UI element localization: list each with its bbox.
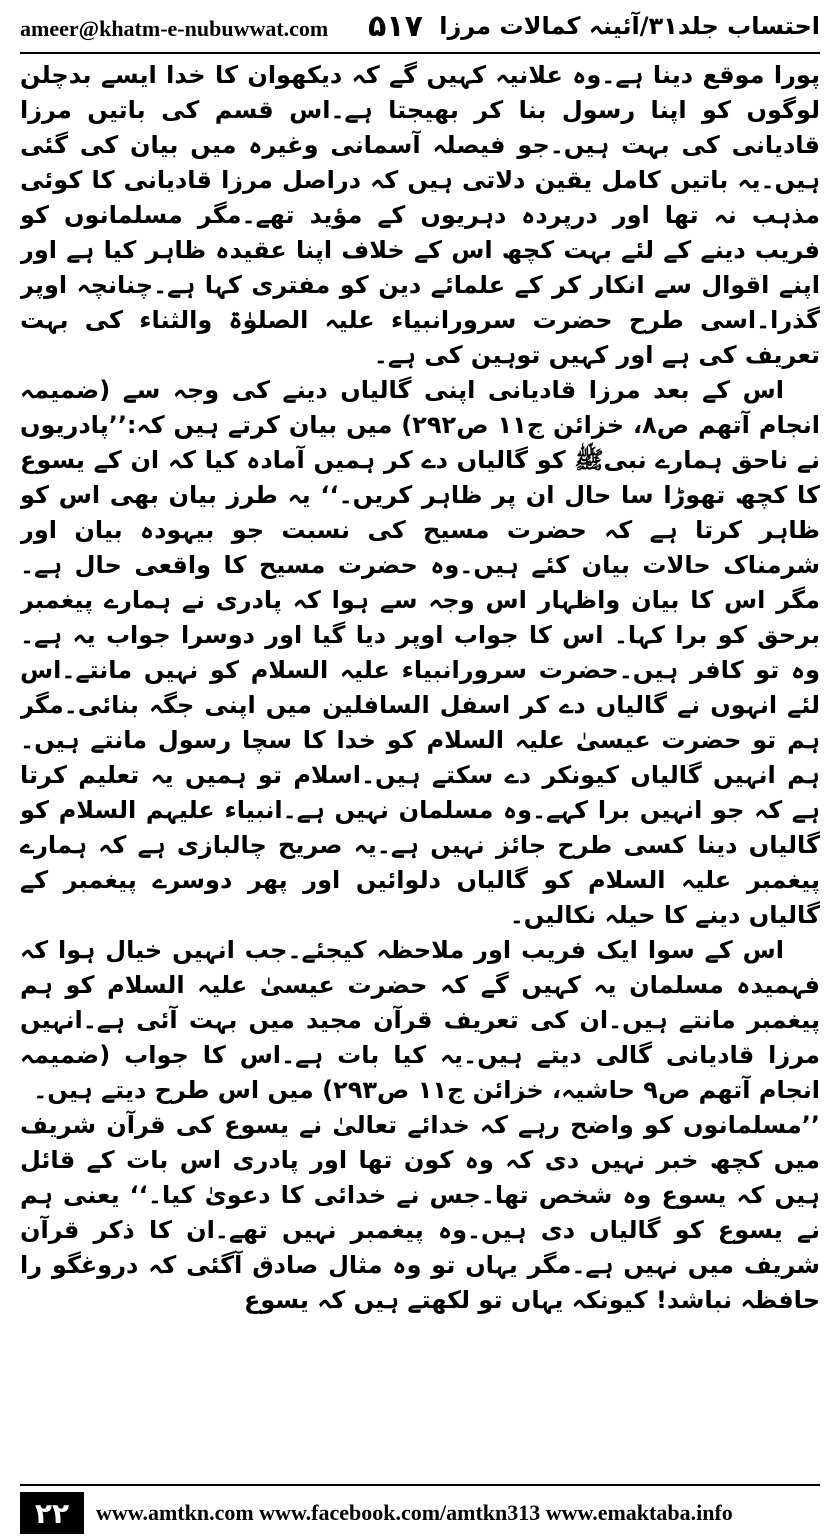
page-header	[0, 0, 840, 54]
page-footer	[0, 1478, 840, 1540]
paragraph-2: اس کے بعد مرزا قادیانی اپنی گالیاں دینے کی وجہ سے (ضمیمہ انجام آتھم ص۸، خزائن ج۱۱ ص۲۹۲) میں بیان کرتے ہیں کہ:’’پادریوں نے ناحق ہمارے نبیﷺ کو گالیاں دے کر ہمیں آمادہ کیا کہ ان کے یسوع کا کچھ تھوڑا سا حال ان پر ظاہر کریں۔‘‘ یہ طرز بیان بھی اس کو ظاہر کرتا ہے کہ حضرت مسیح کی نسبت جو بیہودہ بیان اور شرمناک حالات بیان کئے ہیں۔وہ حضرت مسیح کا واقعی حال ہے۔مگر اس کا بیان واظہار اس وجہ سے ہوا کہ پادری نے ہمارے پیغمبر برحق کو برا کہا۔ اس کا جواب اوپر دیا گیا اور دوسرا جواب یہ ہے۔وہ تو کافر ہیں۔حضرت سرورانبیاء علیہ السلام کو نہیں مانتے۔اس لئے انہوں نے گالیاں دے کر اسفل السافلین میں اپنی جگہ بنائی۔مگر ہم تو حضرت عیسیٰ علیہ السلام کو خدا کا سچا رسول مانتے ہیں۔ہم انہیں گالیاں کیونکر دے سکتے ہیں۔اسلام تو ہمیں یہ تعلیم کرتا ہے کہ جو انہیں برا کہے۔وہ مسلمان نہیں ہے۔انبیاء علیہم السلام کو گالیاں دینا کسی طرح جائز نہیں ہے۔یہ صریح چالبازی ہے کہ ہمارے پیغمبر علیہ السلام کو گالیاں دلوائیں اور پھر دوسرے پیغمبر کے گالیاں دینے کا حیلہ نکالیں۔	[20, 376, 820, 929]
paragraph-3: اس کے سوا ایک فریب اور ملاحظہ کیجئے۔جب انہیں خیال ہوا کہ فہمیدہ مسلمان یہ کہیں گے کہ حضرت عیسیٰ علیہ السلام کو ہم پیغمبر مانتے ہیں۔ان کی تعریف قرآن مجید میں بہت آئی ہے۔انہیں مرزا قادیانی گالی دیتے ہیں۔یہ کیا بات ہے۔اس کا جواب (ضمیمہ انجام آتھم ص۹ حاشیہ، خزائن ج۱۱ ص۲۹۳) میں اس طرح دیتے ہیں۔	[20, 936, 820, 1104]
header-divider	[20, 52, 820, 54]
footer-urls: www.amtkn.com www.facebook.com/amtkn313 www.emaktaba.info	[96, 1500, 733, 1525]
header-page-number: ۵۱۷	[368, 9, 423, 44]
header-book-title: احتساب جلد۳۱/آئینہ کمالات مرزا	[439, 12, 820, 40]
footer-divider	[20, 1484, 820, 1486]
page-body	[20, 58, 820, 1470]
paragraph-1: پورا موقع دینا ہے۔وہ علانیہ کہیں گے کہ دیکھوان کا خدا ایسے بدچلن لوگوں کو اپنا رسول بنا کر بھیجتا ہے۔اس قسم کی باتیں مرزا قادیانی کی بہت ہیں۔جو فیصلہ آسمانی وغیرہ میں بیان کی گئی ہیں۔یہ باتیں کامل یقین دلاتی ہیں کہ دراصل مرزا قادیانی کا کوئی مذہب نہ تھا اور درپردہ دہریوں کے مؤید تھے۔مگر مسلمانوں کو فریب دینے کے لئے بہت کچھ اس کے خلاف اپنا عقیدہ ظاہر کیا ہے اور اپنے اقوال سے انکار کر کے علمائے دین کو مفتری کہا ہے۔چنانچہ اوپر گذرا۔اسی طرح حضرت سرورانبیاء علیہ الصلوٰۃ والثناء کی بہت تعریف کی ہے اور کہیں توہین کی ہے۔	[20, 61, 820, 369]
paragraph-4: ’’مسلمانوں کو واضح رہے کہ خدائے تعالیٰ نے یسوع کی قرآن شریف میں کچھ خبر نہیں دی کہ وہ کون تھا اور پادری اس بات کے قائل ہیں کہ یسوع وہ شخص تھا۔جس نے خدائی کا دعویٰ کیا۔‘‘ یعنی ہم نے یسوع کو گالیاں دی ہیں۔وہ پیغمبر نہیں تھے۔ان کا ذکر قرآن شریف میں نہیں ہے۔مگر یہاں تو وہ مثال صادق آگئی کہ دروغگو را حافظہ نباشد! کیونکہ یہاں تو لکھتے ہیں کہ یسوع	[20, 1111, 820, 1314]
header-email: ameer@khatm-e-nubuwwat.com	[20, 16, 329, 41]
footer-page-number: ۲۲	[20, 1492, 84, 1534]
